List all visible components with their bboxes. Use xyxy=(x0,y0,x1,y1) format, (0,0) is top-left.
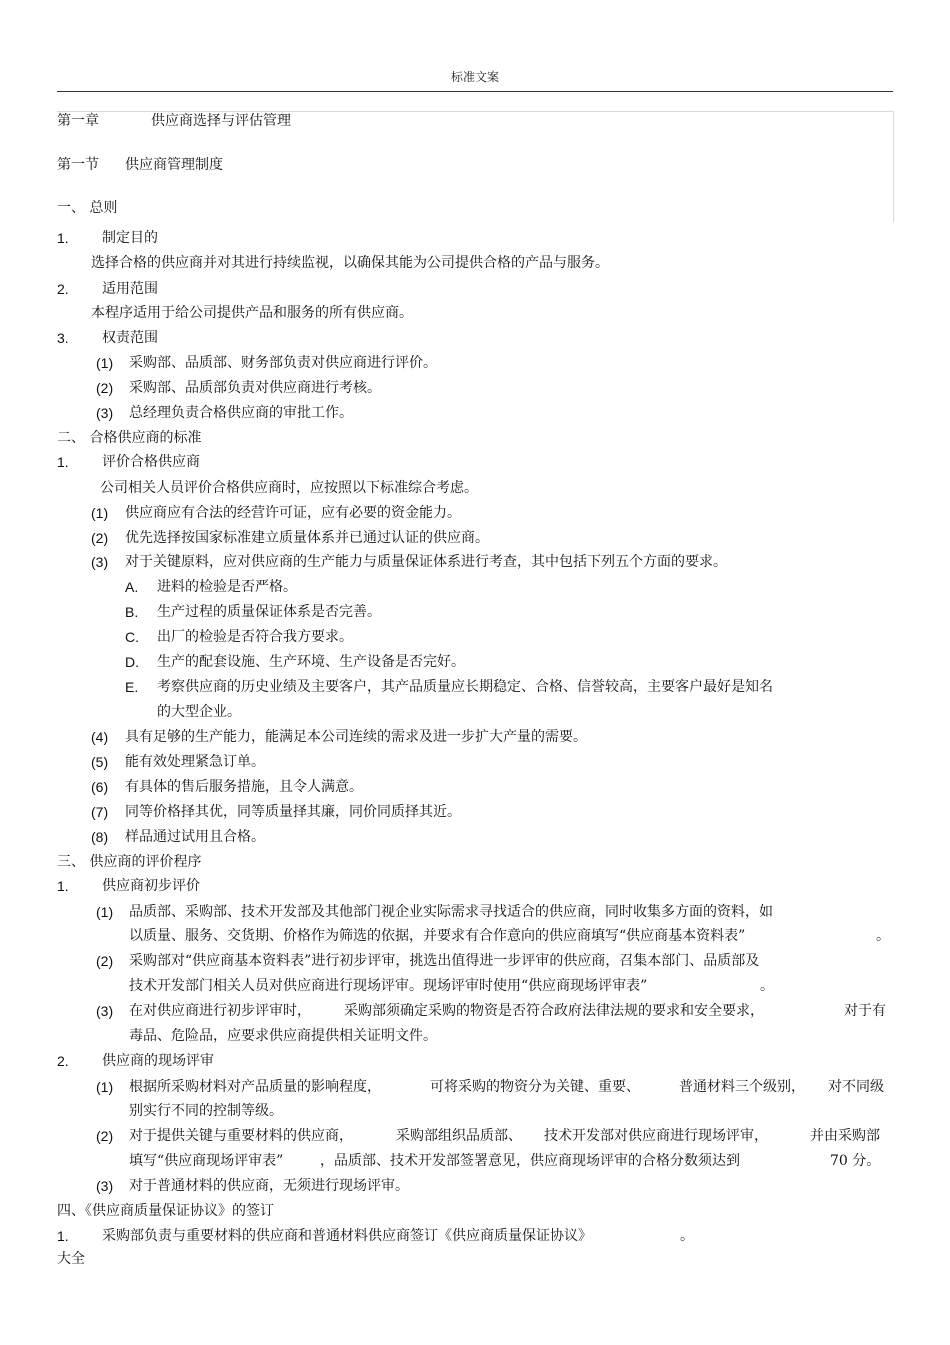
list-item: 有具体的售后服务措施，且令人满意。 xyxy=(125,779,363,795)
list-number: (1) xyxy=(96,1079,114,1095)
list-item: 样品通过试用且合格。 xyxy=(125,829,265,845)
sub-number: B. xyxy=(125,604,139,620)
list-number: (2) xyxy=(96,380,114,396)
list-item: 采购部对“供应商基本资料表”进行初步评审，挑选出值得进一步评审的供应商，召集本部门、品质部及 xyxy=(129,953,760,969)
item-number: 1. xyxy=(57,454,69,470)
item-number: 2. xyxy=(57,281,69,297)
item-title: 适用范围 xyxy=(102,281,158,297)
list-number: (2) xyxy=(96,1128,114,1144)
list-number: (8) xyxy=(91,829,109,845)
item-text: 选择合格的供应商并对其进行持续监视，以确保其能为公司提供合格的产品与服务。 xyxy=(91,255,609,271)
list-number: (5) xyxy=(91,754,109,770)
item-number: 2. xyxy=(57,1053,69,1069)
list-number: (1) xyxy=(96,355,114,371)
list-number: (6) xyxy=(91,779,109,795)
page-footer: 大全 xyxy=(57,1251,85,1267)
intro-text: 公司相关人员评价合格供应商时，应按照以下标准综合考虑。 xyxy=(100,480,478,496)
list-item-continued: 技术开发部门相关人员对供应商进行现场评审。现场评审时使用“供应商现场评审表” xyxy=(129,978,648,994)
header-divider xyxy=(57,91,893,92)
list-item-end: 。 xyxy=(760,978,774,994)
item-text: 采购部负责与重要材料的供应商和普通材料供应商签订《供应商质量保证协议》 xyxy=(102,1228,592,1244)
chapter-label: 第一章 xyxy=(57,113,99,129)
sub-item: 进料的检验是否严格。 xyxy=(157,579,297,595)
list-number: (2) xyxy=(96,953,114,969)
list-item-continued: 毒品、危险品，应要求供应商提供相关证明文件。 xyxy=(129,1028,437,1044)
sub-item-continued: 的大型企业。 xyxy=(157,704,241,720)
item-title: 评价合格供应商 xyxy=(102,454,200,470)
list-item-continued: ，品质部、技术开发部签署意见，供应商现场评审的合格分数须达到 xyxy=(320,1153,740,1169)
list-item: 对于关键原料，应对供应商的生产能力与质量保证体系进行考查，其中包括下列五个方面的要求。 xyxy=(125,554,727,570)
list-item: 在对供应商进行初步评审时， xyxy=(129,1003,311,1019)
list-item: 并由采购部 xyxy=(810,1128,880,1144)
list-item: 根据所采购材料对产品质量的影响程度， xyxy=(129,1079,381,1095)
sub-item: 生产过程的质量保证体系是否完善。 xyxy=(157,604,381,620)
part4-heading: 四、《供应商质量保证协议》的签订 xyxy=(57,1203,274,1219)
item-title: 权责范围 xyxy=(102,330,158,346)
sub-number: E. xyxy=(125,679,139,695)
list-number: (3) xyxy=(96,1178,114,1194)
item-text-end: 。 xyxy=(680,1228,694,1244)
list-item: 具有足够的生产能力，能满足本公司连续的需求及进一步扩大产量的需要。 xyxy=(125,729,587,745)
section-label: 第一节 xyxy=(57,157,99,173)
list-number: (3) xyxy=(96,405,114,421)
list-item: 对于提供关键与重要材料的供应商， xyxy=(129,1128,353,1144)
list-number: (3) xyxy=(96,1003,114,1019)
list-item: 可将采购的物资分为关键、重要、 xyxy=(430,1079,640,1095)
list-number: (3) xyxy=(91,554,109,570)
list-item: 能有效处理紧急订单。 xyxy=(125,754,265,770)
list-item: 对不同级 xyxy=(828,1079,884,1095)
item-number: 1. xyxy=(57,1228,69,1244)
sub-item: 考察供应商的历史业绩及主要客户，其产品质量应长期稳定、合格、信誉较高，主要客户最好是知名 xyxy=(157,679,773,695)
section-title: 供应商管理制度 xyxy=(125,157,223,173)
sub-number: C. xyxy=(125,629,139,645)
sub-number: D. xyxy=(125,654,139,670)
list-item: 技术开发部对供应商进行现场评审， xyxy=(544,1128,768,1144)
list-item-continued: 填写“供应商现场评审表” xyxy=(129,1153,284,1169)
list-item: 对于有 xyxy=(844,1003,886,1019)
list-item: 对于普通材料的供应商，无须进行现场评审。 xyxy=(129,1178,409,1194)
list-item-continued: 70 分。 xyxy=(830,1153,881,1169)
chapter-title: 供应商选择与评估管理 xyxy=(151,113,291,129)
item-title: 供应商初步评价 xyxy=(102,878,200,894)
list-item: 采购部须确定采购的物资是否符合政府法律法规的要求和安全要求， xyxy=(344,1003,764,1019)
item-title: 供应商的现场评审 xyxy=(102,1053,214,1069)
list-number: (4) xyxy=(91,729,109,745)
sub-item: 生产的配套设施、生产环境、生产设备是否完好。 xyxy=(157,654,465,670)
list-item: 同等价格择其优，同等质量择其廉，同价同质择其近。 xyxy=(125,804,461,820)
item-number: 3. xyxy=(57,330,69,346)
list-item: 优先选择按国家标准建立质量体系并已通过认证的供应商。 xyxy=(125,530,489,546)
list-item-end: 。 xyxy=(876,928,890,944)
list-item: 采购部组织品质部、 xyxy=(396,1128,522,1144)
item-number: 1. xyxy=(57,878,69,894)
list-item: 采购部、品质部负责对供应商进行考核。 xyxy=(129,380,381,396)
list-number: (7) xyxy=(91,804,109,820)
item-title: 制定目的 xyxy=(102,230,158,246)
list-item: 采购部、品质部、财务部负责对供应商进行评价。 xyxy=(129,355,437,371)
part1-heading: 一、 总则 xyxy=(57,200,118,216)
part2-heading: 二、 合格供应商的标准 xyxy=(57,430,202,446)
list-item-continued: 别实行不同的控制等级。 xyxy=(129,1103,283,1119)
list-number: (1) xyxy=(91,505,109,521)
list-number: (1) xyxy=(96,904,114,920)
list-number: (2) xyxy=(91,530,109,546)
sub-item: 出厂的检验是否符合我方要求。 xyxy=(157,629,353,645)
list-item-continued: 以质量、服务、交货期、价格作为筛选的依据，并要求有合作意向的供应商填写“供应商基本资料表” xyxy=(129,928,746,944)
page-header-title: 标准文案 xyxy=(450,70,499,84)
list-item: 供应商应有合法的经营许可证，应有必要的资金能力。 xyxy=(125,505,461,521)
list-item: 普通材料三个级别， xyxy=(679,1079,805,1095)
list-item: 总经理负责合格供应商的审批工作。 xyxy=(129,405,353,421)
list-item: 品质部、采购部、技术开发部及其他部门视企业实际需求寻找适合的供应商，同时收集多方面的资料，如 xyxy=(129,904,773,920)
item-number: 1. xyxy=(57,230,69,246)
part3-heading: 三、 供应商的评价程序 xyxy=(57,854,202,870)
sub-number: A. xyxy=(125,579,139,595)
item-text: 本程序适用于给公司提供产品和服务的所有供应商。 xyxy=(91,305,413,321)
